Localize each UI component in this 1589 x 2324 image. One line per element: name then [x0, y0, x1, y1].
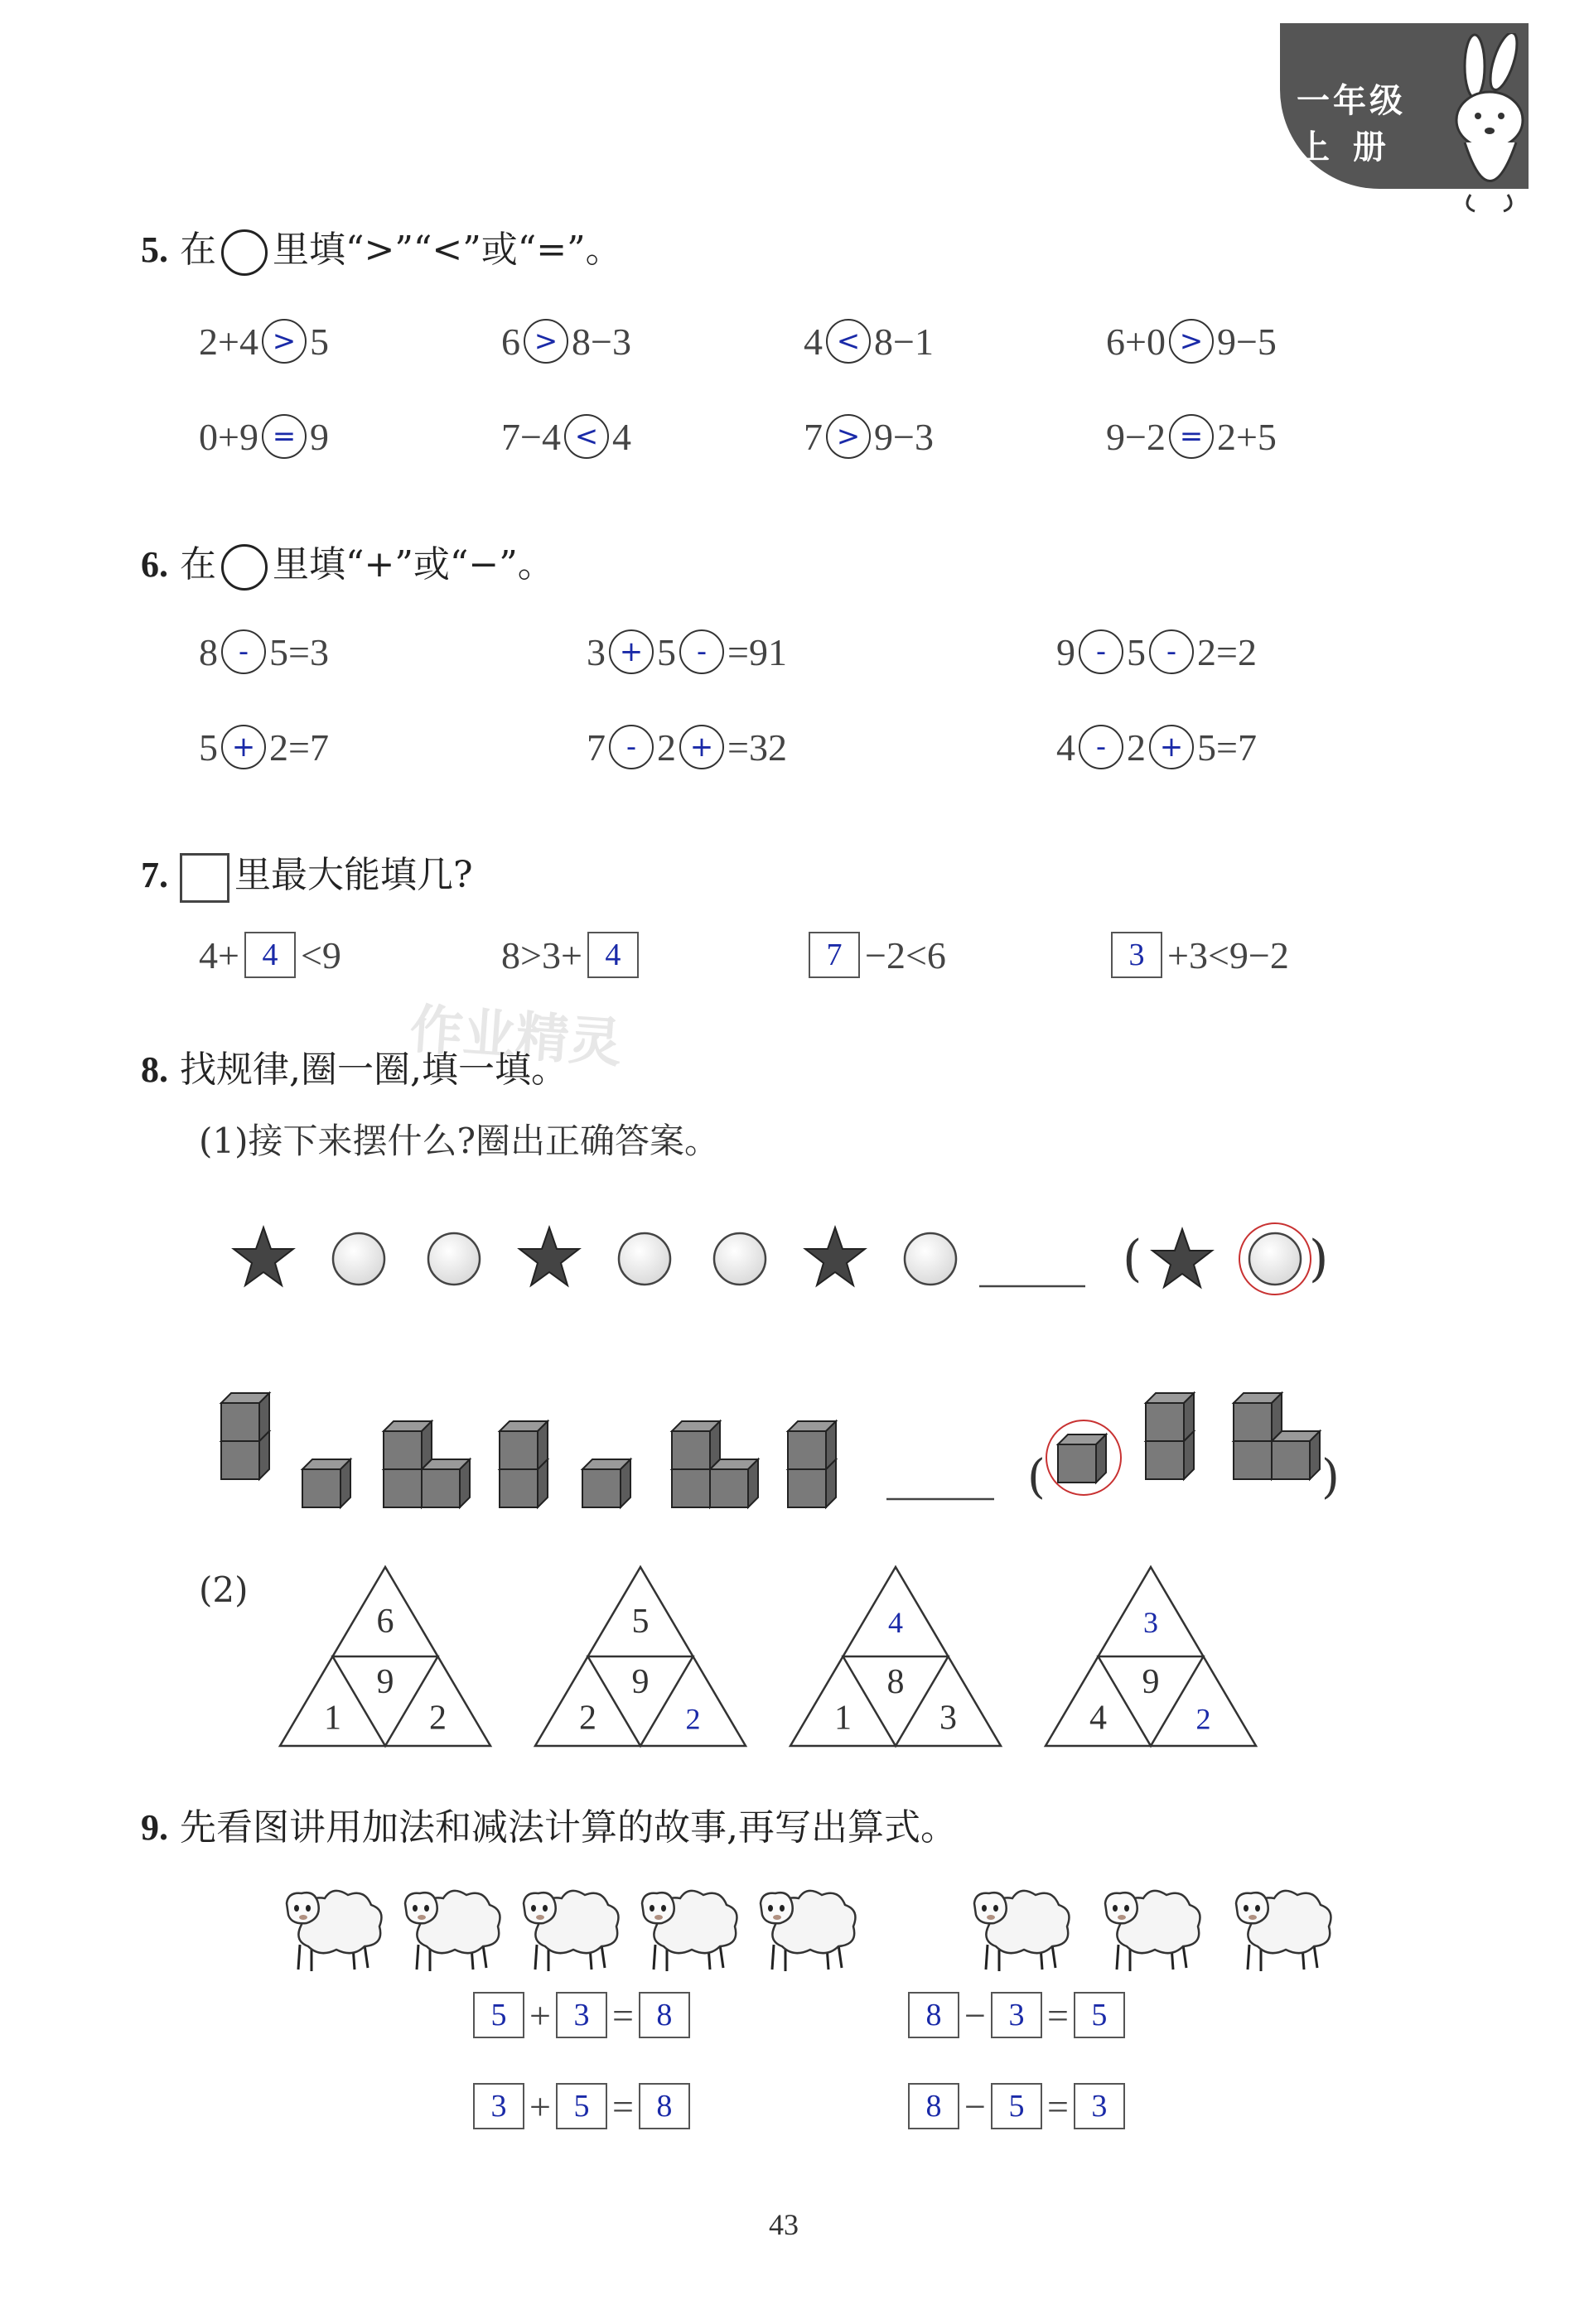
triangle-right-number: 3 — [939, 1699, 957, 1738]
cube-tower-option-icon — [1146, 1393, 1194, 1479]
q8-title-text: 找规律,圈一圈,填一填。 — [180, 1049, 568, 1091]
number-triangles — [265, 1557, 1276, 1756]
number: 2 — [1197, 630, 1216, 673]
number: 4 — [1056, 726, 1075, 769]
answer-box: 7 — [809, 932, 860, 978]
answer-box: 3 — [473, 2083, 524, 2129]
sheep-icon — [642, 1891, 737, 1971]
blank-circle-icon — [221, 544, 268, 591]
number: 1 — [767, 630, 787, 673]
answer-box: 5 — [1074, 1992, 1125, 2038]
q9-title-text: 先看图讲用加法和减法计算的故事,再写出算式。 — [180, 1806, 957, 1849]
q6-number: 6. — [141, 544, 168, 585]
answer-box: 4 — [244, 932, 296, 978]
comparison-item — [501, 319, 631, 364]
star-option-icon — [1152, 1229, 1212, 1287]
number: 2 — [269, 726, 288, 769]
triangle-center-number: 9 — [1142, 1663, 1160, 1702]
operator: − — [964, 1994, 986, 2037]
q9-title — [141, 1797, 957, 1850]
triangle-center-number: 9 — [376, 1663, 394, 1702]
answer-box: 8 — [639, 1992, 690, 2038]
circle-shape-icon — [905, 1233, 956, 1285]
q7-number: 7. — [141, 855, 168, 895]
equation-row — [903, 1992, 1130, 2038]
answer-circle: > — [524, 319, 568, 364]
triangle-top-number: 4 — [888, 1605, 903, 1639]
operator-item — [587, 725, 787, 769]
expr-right: 5 — [309, 320, 329, 363]
q8-title — [141, 1039, 568, 1092]
q5-number: 5. — [141, 229, 168, 270]
operator: + — [529, 1994, 551, 2037]
number: 5 — [199, 726, 218, 769]
circle-shape-icon — [428, 1233, 480, 1285]
number: =7 — [1216, 726, 1257, 769]
cube-tower-icon — [221, 1393, 269, 1479]
operator-circle: + — [221, 725, 266, 769]
triangle-left-number: 4 — [1089, 1699, 1107, 1738]
sheep-icon — [524, 1891, 618, 1971]
triangle-right-number: 2 — [685, 1702, 701, 1736]
equals-sign: = — [1046, 2085, 1069, 2128]
answer-circle: < — [826, 319, 871, 364]
number: 8 — [199, 630, 218, 673]
sheep-illustration — [273, 1872, 1375, 1988]
circle-option-icon — [1249, 1233, 1301, 1285]
pattern-row-cubes — [211, 1383, 1371, 1524]
expr-left: 0+9 — [199, 415, 258, 458]
l-shape-option-icon — [1234, 1393, 1320, 1479]
inequality-item — [1106, 932, 1289, 978]
operator-circle: - — [1079, 629, 1123, 674]
triangle-left-number: 1 — [834, 1699, 852, 1738]
operator-circle: - — [221, 629, 266, 674]
q6-title — [141, 534, 554, 591]
sheep-icon — [1236, 1891, 1331, 1971]
q6-suffix: 里填“+”或“−”。 — [273, 543, 554, 586]
volume-label: 上 册 — [1297, 128, 1386, 166]
answer-box: 3 — [1074, 2083, 1125, 2129]
equals-sign: = — [611, 1994, 634, 2037]
operator-circle: - — [1079, 725, 1123, 769]
answer-box: 3 — [991, 1992, 1042, 2038]
single-cube-option-icon — [1058, 1434, 1106, 1483]
expr-left: 2+4 — [199, 320, 258, 363]
triangle-left-number: 2 — [579, 1699, 596, 1738]
star-icon — [519, 1227, 579, 1285]
l-shape-cubes-icon — [384, 1421, 470, 1507]
circle-shape-icon — [333, 1233, 384, 1285]
expr-after: −2<6 — [865, 933, 946, 976]
q8-number: 8. — [141, 1049, 168, 1090]
number: 5 — [269, 630, 288, 673]
paren-open: ( — [1123, 1230, 1142, 1288]
inequality-item — [804, 932, 946, 978]
answer-box: 5 — [473, 1992, 524, 2038]
expr-before: 4+ — [199, 933, 239, 976]
expr-left: 6 — [501, 320, 520, 363]
operator: − — [964, 2085, 986, 2128]
answer-box: 5 — [991, 2083, 1042, 2129]
comparison-item — [804, 414, 934, 459]
operator-circle: - — [679, 629, 724, 674]
triangle-top-number: 6 — [376, 1602, 394, 1641]
number-triangle — [535, 1567, 746, 1746]
inequality-item — [501, 932, 644, 978]
q5-prefix: 在 — [180, 229, 216, 271]
rabbit-icon — [1425, 33, 1558, 215]
comparison-item — [199, 319, 329, 364]
circle-shape-icon — [714, 1233, 766, 1285]
triangle-top-number: 3 — [1143, 1605, 1158, 1639]
cube-tower-icon — [788, 1421, 836, 1507]
expr-right: 9−5 — [1216, 320, 1277, 363]
expr-before: 8>3+ — [501, 933, 582, 976]
operator-circle: + — [1149, 725, 1194, 769]
expr-right: 9 — [309, 415, 329, 458]
answer-box: 3 — [1111, 932, 1162, 978]
inequality-item — [199, 932, 341, 978]
sheep-icon — [1105, 1891, 1200, 1971]
q7-title — [141, 845, 473, 903]
expr-left: 6+0 — [1106, 320, 1166, 363]
number: 2 — [767, 726, 787, 769]
comparison-item — [199, 414, 329, 459]
star-icon — [234, 1227, 293, 1285]
operator-circle: + — [679, 725, 724, 769]
answer-circle: > — [1169, 319, 1214, 364]
number: =3 — [288, 630, 329, 673]
answer-box: 8 — [639, 2083, 690, 2129]
triangle-center-number: 9 — [631, 1663, 650, 1702]
equation-row — [903, 2083, 1130, 2129]
number-triangle — [280, 1567, 490, 1746]
answer-box: 5 — [556, 2083, 607, 2129]
single-cube-icon — [302, 1459, 350, 1507]
number: =9 — [727, 630, 768, 673]
number: =2 — [1216, 630, 1257, 673]
comparison-item — [804, 319, 934, 364]
triangle-left-number: 1 — [324, 1699, 341, 1738]
answer-box: 3 — [556, 1992, 607, 2038]
number: 9 — [1056, 630, 1075, 673]
triangle-right-number: 2 — [429, 1699, 447, 1738]
operator-circle: - — [609, 725, 654, 769]
equals-sign: = — [611, 2085, 634, 2128]
operator: + — [529, 2085, 551, 2128]
blank-circle-icon — [221, 229, 268, 276]
paren-open: ( — [1027, 1450, 1046, 1504]
answer-circle: > — [262, 319, 307, 364]
operator-circle: - — [1149, 629, 1194, 674]
number: 7 — [587, 726, 606, 769]
expr-right: 8−3 — [572, 320, 631, 363]
l-shape-cubes-icon — [672, 1421, 758, 1507]
number: 5 — [1127, 630, 1146, 673]
q6-prefix: 在 — [180, 543, 216, 586]
operator-item — [199, 725, 329, 769]
page-number: 43 — [769, 2208, 799, 2241]
sheep-icon — [287, 1891, 381, 1971]
answer-circle: > — [826, 414, 871, 459]
answer-box: 8 — [908, 1992, 959, 2038]
grade-label: 一年级 — [1297, 82, 1406, 120]
q5-suffix: 里填“>”“<”或“=”。 — [273, 229, 622, 271]
q9-number: 9. — [141, 1807, 168, 1848]
q5-title — [141, 219, 622, 276]
expr-right: 9−3 — [874, 415, 934, 458]
pattern-row-shapes — [224, 1213, 1350, 1321]
expr-left: 7 — [804, 415, 823, 458]
sheep-icon — [974, 1891, 1069, 1971]
equals-sign: = — [1046, 1994, 1069, 2037]
sheep-icon — [761, 1891, 855, 1971]
q7-suffix: 里最大能填几? — [234, 854, 473, 896]
comparison-item — [1106, 414, 1277, 459]
number: 2 — [1127, 726, 1146, 769]
expr-right: 2+5 — [1216, 415, 1277, 458]
q8-part2-label: (2) — [199, 1569, 249, 1610]
operator-item — [1056, 725, 1257, 769]
number-triangle — [790, 1567, 1001, 1746]
expr-left: 9−2 — [1106, 415, 1166, 458]
operator-item — [587, 629, 787, 674]
triangle-center-number: 8 — [886, 1663, 905, 1702]
operator-circle: + — [609, 629, 654, 674]
expr-right: 4 — [611, 415, 631, 458]
number: 5 — [1197, 726, 1216, 769]
answer-box: 4 — [587, 932, 639, 978]
sheep-icon — [405, 1891, 500, 1971]
comparison-item — [1106, 319, 1277, 364]
number: 5 — [657, 630, 676, 673]
expr-right: 8−1 — [874, 320, 934, 363]
triangle-right-number: 2 — [1195, 1702, 1211, 1736]
star-icon — [805, 1227, 865, 1285]
operator-item — [1056, 629, 1257, 674]
expr-left: 7−4 — [501, 415, 561, 458]
number: =7 — [288, 726, 329, 769]
answer-box: 8 — [908, 2083, 959, 2129]
answer-circle: = — [262, 414, 307, 459]
single-cube-icon — [582, 1459, 630, 1507]
answer-circle: = — [1169, 414, 1214, 459]
q8-part1-label: (1)接下来摆什么?圈出正确答案。 — [199, 1121, 720, 1161]
number: =3 — [727, 726, 768, 769]
equation-row — [468, 2083, 695, 2129]
watermark: 作业精灵 — [408, 999, 624, 1075]
cube-tower-icon — [500, 1421, 548, 1507]
answer-circle: < — [564, 414, 609, 459]
paren-close: ) — [1309, 1230, 1329, 1288]
circle-shape-icon — [619, 1233, 670, 1285]
comparison-item — [501, 414, 631, 459]
number: 2 — [657, 726, 676, 769]
number: 3 — [587, 630, 606, 673]
paren-close: ) — [1321, 1450, 1340, 1504]
expr-after: +3<9−2 — [1167, 933, 1289, 976]
triangle-top-number: 5 — [631, 1602, 650, 1641]
expr-after: <9 — [300, 933, 341, 976]
blank-box-icon — [180, 853, 229, 903]
expr-left: 4 — [804, 320, 823, 363]
equation-row — [468, 1992, 695, 2038]
number-triangle — [1046, 1567, 1256, 1746]
operator-item — [199, 629, 329, 674]
